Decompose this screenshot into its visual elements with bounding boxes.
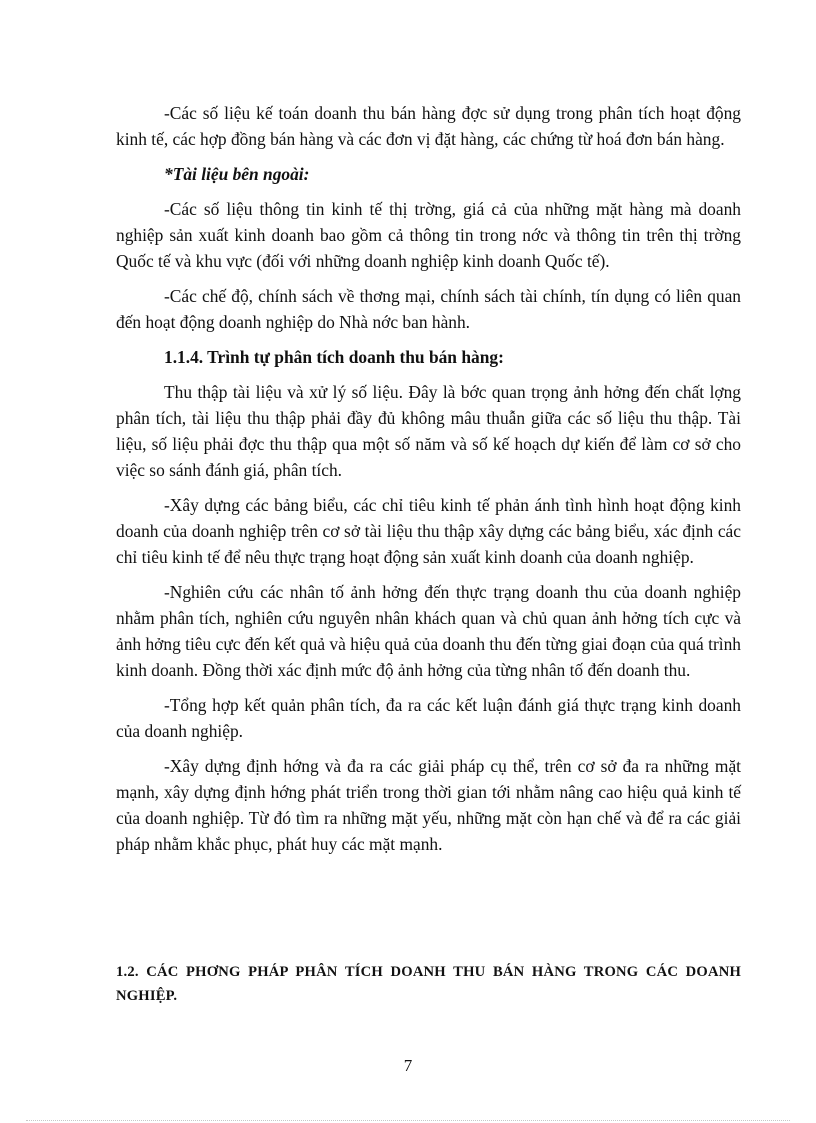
page-number: 7 (403, 1056, 413, 1075)
paragraph-factor-study: -Nghiên cứu các nhân tố ảnh hởng đến thực trạng doanh thu của doanh nghiệp nhằm phân tích, nghiên cứu nguyên nhân khách quan và chủ quan ảnh hởng tích cực và ảnh hởng tiêu cực đến kết quả và hiệu quả của doanh thu đến từng giai đoạn của quá trình kinh doanh. Đồng thời xác định mức độ ảnh hởng của từng nhân tố đến doanh thu. (116, 582, 741, 680)
section-heading: 1.2. CÁC PHƠNG PHÁP PHÂN TÍCH DOANH THU BÁN HÀNG TRONG CÁC DOANH NGHIỆP. (116, 964, 741, 1004)
heading-analysis-procedure: 1.1.4. Trình tự phân tích doanh thu bán hàng: (164, 347, 504, 367)
paragraph-policies: -Các chế độ, chính sách về thơng mại, chính sách tài chính, tín dụng có liên quan đến hoạt động doanh nghiệp do Nhà nớc ban hành. (116, 286, 741, 332)
paragraph-data-collection: Thu thập tài liệu và xử lý số liệu. Đây là bớc quan trọng ảnh hởng đến chất lợng phân tích, tài liệu thu thập phải đầy đủ không mâu thuẫn giữa các số liệu thu thập. Tài liệu, số liệu phải đợc thu thập qua một số năm và số kế hoạch dự kiến để làm cơ sở cho việc so sánh đánh giá, phân tích. (116, 382, 741, 480)
paragraph-accounting-data: -Các số liệu kế toán doanh thu bán hàng đợc sử dụng trong phân tích hoạt động kinh tế, các hợp đồng bán hàng và các đơn vị đặt hàng, các chứng từ hoá đơn bán hàng. (116, 103, 741, 149)
body-text (116, 100, 741, 866)
paragraph-build-tables: -Xây dựng các bảng biểu, các chỉ tiêu kinh tế phản ánh tình hình hoạt động kinh doanh của doanh nghiệp trên cơ sở tài liệu thu thập xây dựng các bảng biểu, xác định các chỉ tiêu kinh tế để nêu thực trạng hoạt động sản xuất kinh doanh của doanh nghiệp. (116, 495, 741, 567)
paragraph-summary: -Tổng hợp kết quản phân tích, đa ra các kết luận đánh giá thực trạng kinh doanh của doanh nghiệp. (116, 695, 741, 741)
paragraph-market-information: -Các số liệu thông tin kinh tế thị trờng, giá cả của những mặt hàng mà doanh nghiệp sản xuất kinh doanh bao gồm cả thông tin trong nớc và thông tin trên thị trờng Quốc tế và khu vực (đối với những doanh nghiệp kinh doanh Quốc tế). (116, 199, 741, 271)
subheading-external-documents: *Tài liệu bên ngoài: (164, 164, 310, 184)
paragraph-orientation: -Xây dựng định hớng và đa ra các giải pháp cụ thể, trên cơ sở đa ra những mặt mạnh, xây dựng định hớng phát triển trong thời gian tới nhằm nâng cao hiệu quả kinh tế của doanh nghiệp. Từ đó tìm ra những mặt yếu, những mặt còn hạn chế và để ra các giải pháp nhằm khắc phục, phát huy các mặt mạnh. (116, 756, 741, 854)
footer-divider (26, 1120, 790, 1121)
